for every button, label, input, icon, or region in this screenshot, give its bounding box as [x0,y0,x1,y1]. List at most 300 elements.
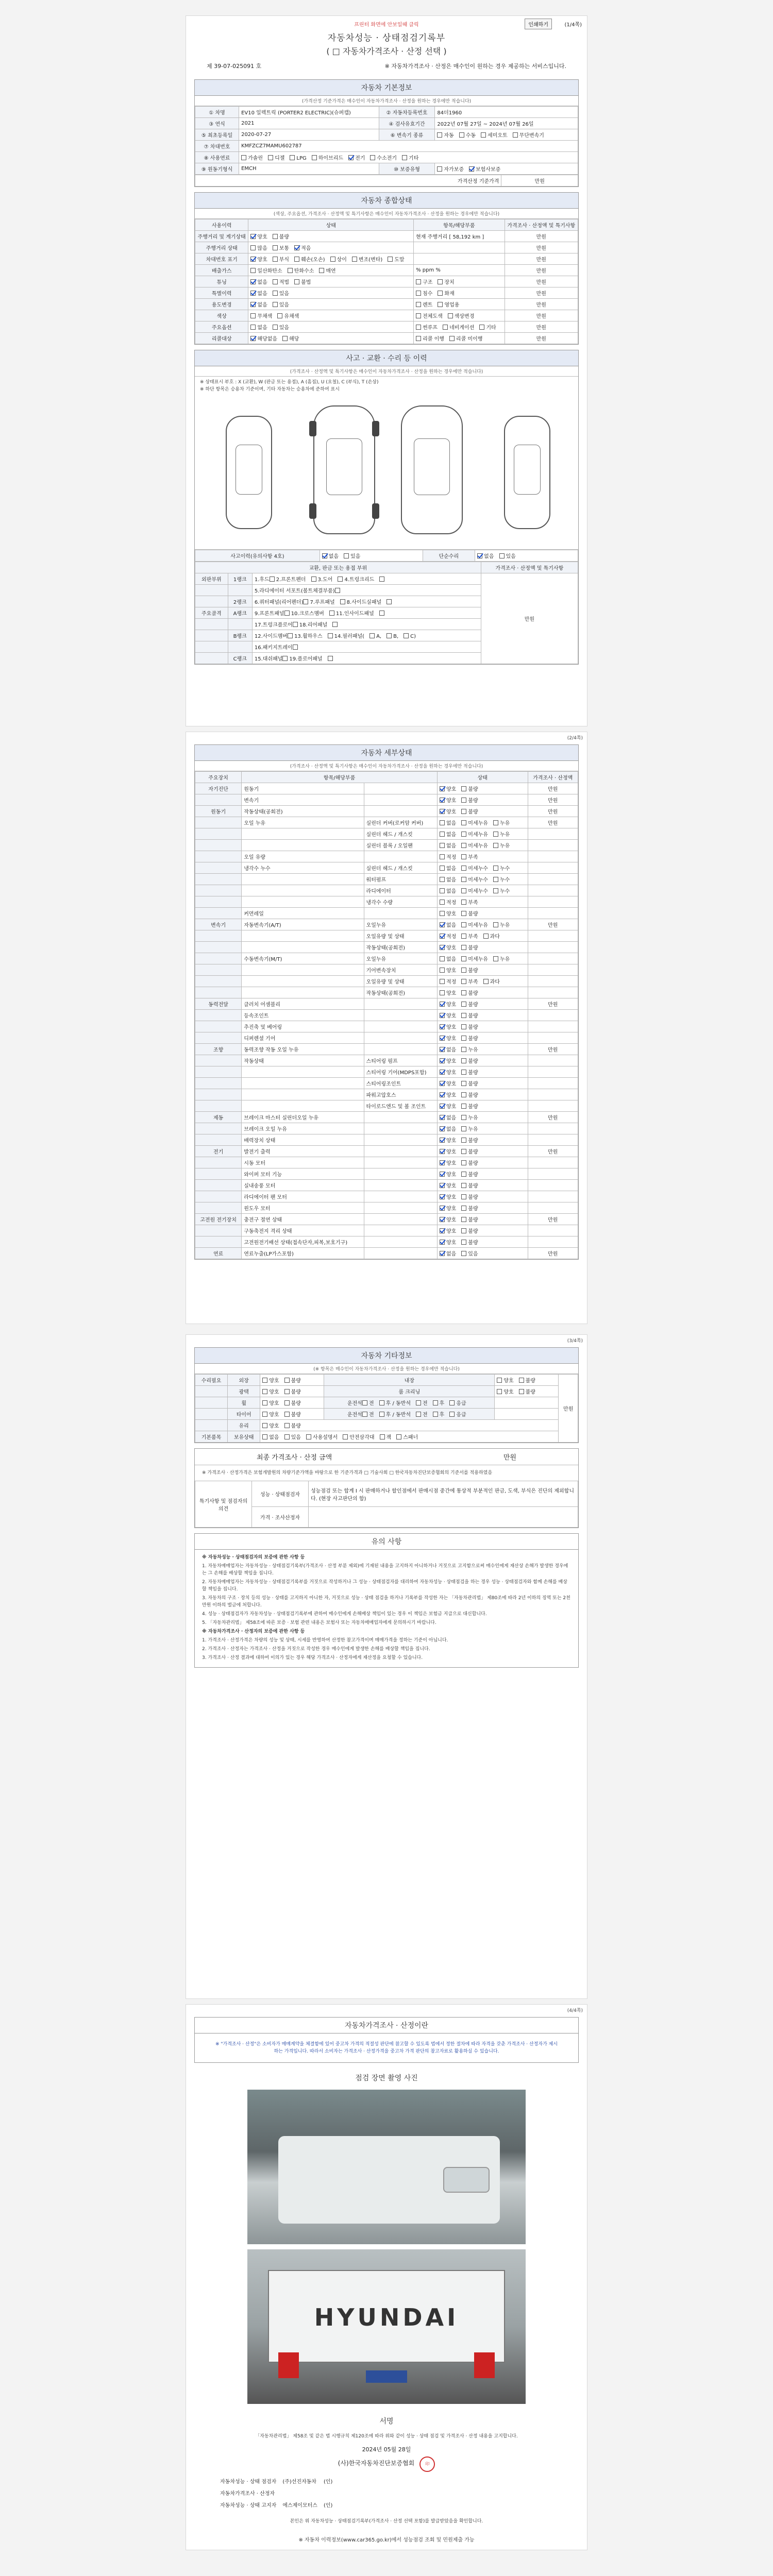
checkbox[interactable] [284,1412,290,1417]
checkbox[interactable] [273,279,278,284]
table-cell: 2022년 07월 27일 ~ 2024년 07월 26일 [435,118,578,129]
checkbox[interactable] [461,1058,466,1063]
frame-table [195,562,578,664]
checkbox[interactable] [440,877,445,882]
table-cell: 배출가스 [195,265,248,276]
checkbox[interactable] [461,843,466,848]
checkbox[interactable] [250,325,256,330]
checkbox[interactable] [284,1378,290,1383]
checkbox[interactable] [340,599,345,604]
print-button[interactable]: 인쇄하기 [525,19,552,29]
checkbox[interactable] [437,166,442,172]
other-row [195,1431,578,1443]
table-cell: EMCH [239,163,379,175]
checkbox[interactable] [330,257,335,262]
checkbox[interactable] [277,313,282,318]
checkbox[interactable] [322,553,327,558]
checkbox[interactable] [250,234,256,239]
checkbox[interactable] [273,302,278,307]
checkbox[interactable] [332,622,338,627]
checkbox[interactable] [461,990,466,995]
notice-item: 1. 가격조사 · 산정가격은 차량의 성능 및 상태, 시세를 반영하여 산정한 참고가격이며 매매가격을 정하는 기준이 아닙니다. [202,1638,448,1643]
checkbox[interactable] [461,922,466,927]
table-cell [242,942,364,953]
detail-row [195,919,578,930]
checkbox[interactable] [461,1183,466,1188]
table-cell: 만원 [528,1146,578,1157]
table-cell [364,1180,437,1191]
checkbox[interactable] [440,843,445,848]
checkbox[interactable] [449,1400,455,1405]
table-cell: 특별이력 [195,287,248,299]
checkbox[interactable] [273,291,278,296]
checkbox[interactable] [461,1172,466,1177]
checkbox[interactable] [352,257,357,262]
wheel-icon [309,421,316,436]
checkbox[interactable] [273,325,278,330]
table-cell: 만원 [528,1214,578,1225]
checkbox[interactable] [461,1036,466,1041]
checkbox[interactable] [483,979,489,984]
checkbox[interactable] [284,1389,290,1394]
checkbox[interactable] [461,900,466,905]
checkbox[interactable] [329,611,334,616]
table-cell: 만원 [505,253,578,265]
detail-row [195,1066,578,1078]
table-cell: 일산화탄소 탄화수소 매연 [248,265,414,276]
checkbox[interactable] [461,1002,466,1007]
checkbox[interactable] [440,1047,445,1052]
price-label: 가격산정 기준가격 [195,175,501,187]
table-cell: 양호 불량 [437,783,528,794]
checkbox[interactable] [268,155,273,160]
table-cell [242,840,364,851]
checkbox[interactable] [440,1081,445,1086]
table-cell [195,953,242,964]
table-cell: 만원 [505,242,578,253]
checkbox[interactable] [440,979,445,984]
table-cell [364,1191,437,1202]
checkbox[interactable] [440,1160,445,1165]
checkbox[interactable] [461,1081,466,1086]
checkbox[interactable] [440,786,445,791]
checkbox[interactable] [440,1002,445,1007]
checkbox[interactable] [461,945,466,950]
table-cell: 스티어링 펌프 [364,1055,437,1066]
checkbox[interactable] [440,798,445,803]
checkbox[interactable] [493,843,498,848]
checkbox[interactable] [440,1228,445,1233]
checkbox[interactable] [416,1412,421,1417]
sign-date: 2024년 05월 28일 [362,2446,411,2453]
checkbox[interactable] [344,553,349,558]
checkbox[interactable] [416,1400,421,1405]
final-price-unit: 만원 [503,1454,516,1462]
checkbox[interactable] [461,1115,466,1120]
checkbox[interactable] [448,313,453,318]
checkbox[interactable] [404,633,409,638]
checkbox[interactable] [293,645,298,650]
checkbox[interactable] [416,291,421,296]
table-cell [321,2487,335,2499]
checkbox[interactable] [461,820,466,825]
table-cell [528,1123,578,1134]
checkbox[interactable] [461,934,466,939]
checkbox[interactable] [437,132,442,138]
checkbox[interactable] [438,302,443,307]
checkbox[interactable] [303,599,308,604]
checkbox[interactable] [379,611,384,616]
table-cell: 양호 불량 [437,1214,528,1225]
checkbox[interactable] [380,1434,385,1439]
checkbox[interactable] [440,934,445,939]
checkbox[interactable] [440,1194,445,1199]
table-cell: 양호 불량 [437,1078,528,1089]
checkbox[interactable] [461,1024,466,1029]
checkbox[interactable] [293,622,298,627]
checkbox[interactable] [262,1412,267,1417]
checkbox[interactable] [440,945,445,950]
summary-row [195,276,578,287]
checkbox[interactable] [461,786,466,791]
checkbox[interactable] [497,1389,502,1394]
summary-row [195,253,578,265]
checkbox[interactable] [493,877,498,882]
checkbox[interactable] [290,155,295,160]
table-cell: A랭크 [228,607,252,619]
checkbox[interactable] [440,1092,445,1097]
checkbox[interactable] [449,336,455,341]
table-cell [195,1055,242,1066]
checkbox[interactable] [461,1240,466,1245]
checkbox[interactable] [499,553,505,558]
table-cell [279,2487,321,2499]
basic-info-table [195,106,578,175]
table-cell: 브레이크 오일 누유 [242,1123,364,1134]
table-cell: 오일유량 및 상태 [364,930,437,942]
checkbox[interactable] [461,798,466,803]
checkbox[interactable] [440,809,445,814]
table-cell [195,1236,242,1248]
table-cell: (인) [323,2503,333,2509]
checkbox[interactable] [461,1013,466,1018]
table-cell: 84더1960 [435,107,578,118]
table-cell [364,1225,437,1236]
checkbox[interactable] [273,257,278,262]
notice-item: 3. 가격조사 · 산정 결과에 대하여 이의가 있는 경우 해당 가격조사 · 산정자에게 재산정을 요청할 수 있습니다. [202,1655,423,1660]
checkbox[interactable] [440,1217,445,1222]
checkbox[interactable] [284,1434,290,1439]
table-cell [528,930,578,942]
checkbox[interactable] [440,866,445,871]
checkbox[interactable] [461,866,466,871]
table-cell [364,1112,437,1123]
checkbox[interactable] [519,1378,524,1383]
checkbox[interactable] [416,313,421,318]
checkbox[interactable] [461,1149,466,1154]
table-cell: 외판부위 [195,573,228,585]
checkbox[interactable] [369,633,375,638]
table-cell [242,885,364,896]
table-cell: ④ 검사유효기간 [379,118,435,129]
checkbox[interactable] [312,155,317,160]
accident-table [195,550,578,562]
accident-legend-line1: ※ 상태표시 부호 : X (교환), W (판금 또는 용접), A (흠집), U (요철), C (부식), T (손상) [200,380,379,385]
checkbox[interactable] [461,1217,466,1222]
table-cell [528,1066,578,1078]
checkbox[interactable] [440,922,445,927]
checkbox[interactable] [396,1434,401,1439]
checkbox[interactable] [461,1070,466,1075]
checkbox[interactable] [262,1389,267,1394]
checkbox[interactable] [294,279,299,284]
table-cell [364,794,437,806]
checkbox[interactable] [386,599,392,604]
table-cell: 양호 불량 [260,1375,324,1386]
table-cell [528,862,578,874]
detail-row [195,942,578,953]
checkbox[interactable] [461,979,466,984]
checkbox[interactable] [440,1206,445,1211]
checkbox[interactable] [459,132,464,138]
checkbox[interactable] [440,956,445,961]
notice-title: 유의 사항 [195,1534,578,1550]
checkbox[interactable] [481,132,486,138]
checkbox[interactable] [438,279,443,284]
checkbox[interactable] [493,866,498,871]
checkbox[interactable] [250,279,256,284]
checkbox[interactable] [513,132,518,138]
checkbox[interactable] [461,1160,466,1165]
checkbox[interactable] [461,1092,466,1097]
checkbox[interactable] [461,1126,466,1131]
checkbox[interactable] [262,1434,267,1439]
checkbox[interactable] [469,166,474,172]
checkbox[interactable] [493,956,498,961]
checkbox[interactable] [250,268,256,273]
checkbox[interactable] [250,336,256,341]
table-cell: 양호 불량 [437,1066,528,1078]
checkbox[interactable] [379,1412,384,1417]
checkbox[interactable] [362,1412,367,1417]
checkbox[interactable] [348,155,354,160]
checkbox[interactable] [379,577,384,582]
checkbox[interactable] [433,1400,438,1405]
checkbox[interactable] [433,1412,438,1417]
checkbox[interactable] [440,1149,445,1154]
checkbox[interactable] [328,633,333,638]
checkbox[interactable] [477,553,482,558]
checkbox[interactable] [440,1251,445,1256]
checkbox[interactable] [440,1126,445,1131]
checkbox[interactable] [443,325,448,330]
table-cell: 없음 있음 [437,1248,528,1259]
checkbox[interactable] [438,291,443,296]
detail-row [195,1248,578,1259]
table-cell: 없음 누유 [437,1123,528,1134]
table-cell [228,585,252,596]
table-cell: 없음 미세누유 누유 [437,828,528,840]
checkbox[interactable] [338,577,343,582]
checkbox[interactable] [461,968,466,973]
table-cell: 2021 [239,118,379,129]
checkbox[interactable] [461,854,466,859]
checkbox[interactable] [262,1400,267,1405]
checkbox[interactable] [440,968,445,973]
checkbox[interactable] [288,268,293,273]
checkbox[interactable] [440,1036,445,1041]
checkbox[interactable] [270,577,275,582]
table-cell: 라디에이터 팬 모터 [242,1191,364,1202]
table-cell: 작동상태(공회전) [364,987,437,998]
checkbox[interactable] [250,257,256,262]
checkbox[interactable] [461,1206,466,1211]
doc-no: 39-07-025091 [214,63,255,70]
checkbox[interactable] [416,279,421,284]
checkbox[interactable] [362,1400,367,1405]
checkbox[interactable] [262,1378,267,1383]
checkbox[interactable] [483,934,489,939]
detail-row [195,885,578,896]
checkbox[interactable] [461,888,466,893]
table-cell: 고전원 전기장치 [195,1214,242,1225]
table-cell: 자동차성능 · 상태 점검자 [220,2479,277,2485]
checkbox[interactable] [306,1434,311,1439]
checkbox[interactable] [493,820,498,825]
checkbox[interactable] [273,245,278,250]
checkbox[interactable] [294,257,299,262]
table-cell [195,585,228,596]
checkbox[interactable] [440,990,445,995]
page-number: (2/4쪽) [567,736,583,741]
checkbox[interactable] [461,956,466,961]
checkbox[interactable] [311,577,316,582]
checkbox[interactable] [440,1104,445,1109]
checkbox[interactable] [461,1194,466,1199]
checkbox[interactable] [461,877,466,882]
checkbox[interactable] [497,1378,502,1383]
checkbox[interactable] [440,1024,445,1029]
notice-item: 5. 「자동차관리법」 제58조에 따른 보증 · 보험 관련 내용은 보험사 또는 자동차매매업자에게 문의하시기 바랍니다. [202,1620,436,1625]
table-cell: 양호 부식 훼손(오손) 상이 변조(변타) 도말 [248,253,414,265]
table-cell: 만원 [528,1112,578,1123]
summary-row [195,231,578,242]
checkbox[interactable] [440,1013,445,1018]
checkbox[interactable] [440,1115,445,1120]
checkbox[interactable] [440,820,445,825]
checkbox[interactable] [461,1104,466,1109]
checkbox[interactable] [461,1047,466,1052]
table-cell: ⑨ 원동기형식 [195,163,239,175]
table-cell: 만원 [528,783,578,794]
checkbox[interactable] [284,611,290,616]
table-cell [195,840,242,851]
checkbox[interactable] [493,832,498,837]
checkbox[interactable] [294,245,299,250]
checkbox[interactable] [273,234,278,239]
checkbox[interactable] [250,245,256,250]
checkbox[interactable] [241,155,246,160]
checkbox[interactable] [519,1389,524,1394]
checkbox[interactable] [282,336,288,341]
checkbox[interactable] [416,302,421,307]
checkbox[interactable] [440,1183,445,1188]
checkbox[interactable] [440,854,445,859]
checkbox[interactable] [284,1400,290,1405]
checkbox[interactable] [440,888,445,893]
checkbox[interactable] [262,1423,267,1428]
checkbox[interactable] [440,900,445,905]
license-plate [366,2370,407,2383]
other-info-title: 자동차 기타정보 [195,1348,578,1364]
checkbox[interactable] [416,325,421,330]
checkbox[interactable] [479,325,484,330]
doc-no-label: 제 [207,63,212,70]
checkbox[interactable] [461,1138,466,1143]
checkbox[interactable] [461,1251,466,1256]
checkbox[interactable] [461,832,466,837]
checkbox[interactable] [449,1412,455,1417]
checkbox[interactable] [284,1423,290,1428]
checkbox[interactable] [440,832,445,837]
checkbox[interactable] [386,633,392,638]
table-cell: 17.트렁크플로어 18.리어패널 [252,619,481,630]
checkbox[interactable] [402,155,407,160]
table-cell [242,964,364,976]
table-cell: ③ 연식 [195,118,239,129]
table-cell: 적정 부족 [437,851,528,862]
table-cell: 16.패키지트레이 [252,641,481,653]
checkbox[interactable] [343,1434,348,1439]
checkbox[interactable] [461,809,466,814]
checkbox[interactable] [493,888,498,893]
checkbox[interactable] [461,911,466,916]
checkbox[interactable] [493,922,498,927]
checkbox[interactable] [440,1172,445,1177]
checkbox[interactable] [335,588,340,593]
accident-title: 사고 · 교환 · 수리 등 이력 [195,350,578,366]
table-cell: KMFZCZ7MAMU602787 [239,141,578,152]
checkbox[interactable] [288,633,293,638]
table-cell: 1.후드 2.프론트펜더 3.도어 4.트렁크리드 [252,573,481,585]
table-cell: 배력장치 상태 [242,1134,364,1146]
checkbox[interactable] [440,1240,445,1245]
checkbox[interactable] [328,656,333,661]
checkbox[interactable] [250,313,256,318]
checkbox[interactable] [379,1400,384,1405]
table-cell: 자가보증 보험사보증 [435,163,578,175]
table-cell [195,619,228,630]
checkbox[interactable] [440,911,445,916]
checkbox[interactable] [440,1138,445,1143]
checkbox[interactable] [388,257,393,262]
checkbox[interactable] [250,291,256,296]
checkbox[interactable] [370,155,375,160]
checkbox[interactable] [440,1058,445,1063]
checkbox[interactable] [440,1070,445,1075]
checkbox[interactable] [461,1228,466,1233]
table-cell: 운전석 전 후 / 동반석 전 후 응급 [324,1409,495,1420]
table-cell: 파워고압호스 [364,1089,437,1100]
checkbox[interactable] [282,656,288,661]
checkbox[interactable] [250,302,256,307]
print-hint[interactable]: 프린터 화면에 안보일때 클릭 [354,22,419,28]
detail-row [195,1236,578,1248]
table-cell: 운전석 전 후 / 동반석 전 후 응급 [324,1397,495,1409]
checkbox[interactable] [319,268,324,273]
checkbox[interactable] [416,336,421,341]
table-cell: 타이어 [228,1409,260,1420]
